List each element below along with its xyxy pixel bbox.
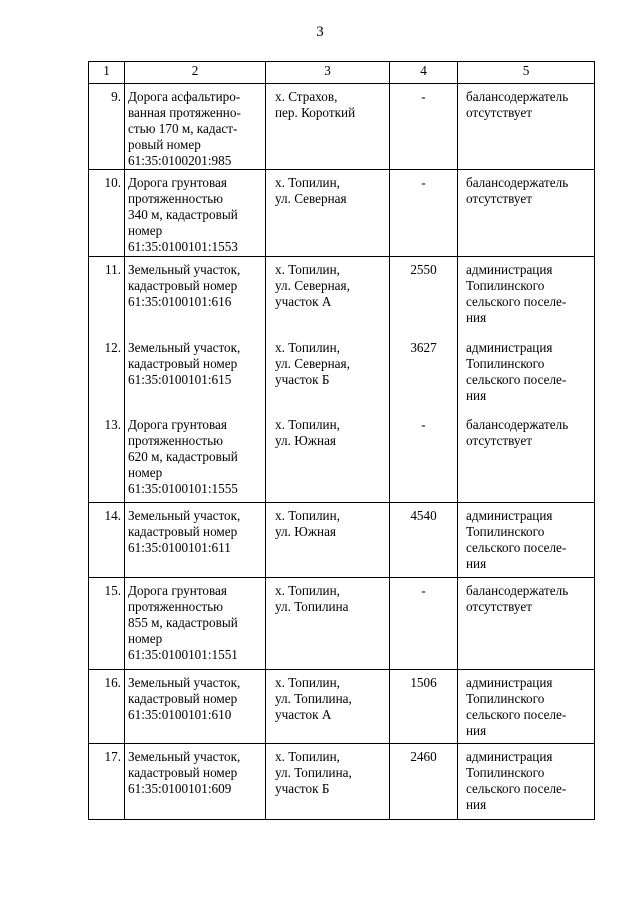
table-row [89,412,595,503]
object-holder: администрация Топилинского сельского поселе- ния [458,503,595,578]
object-area: - [390,578,458,670]
object-area: 2460 [390,744,458,820]
header-row [89,62,595,84]
header-col-2: 2 [125,62,266,84]
object-address: х. Топилин, ул. Топилина [266,578,390,670]
object-description: Земельный участок, кадастровый номер 61:35:0100101:615 [125,335,266,412]
table-row [89,84,595,170]
row-number: 14. [89,503,125,578]
object-area: 2550 [390,257,458,335]
table-row [89,257,595,335]
object-description: Земельный участок, кадастровый номер 61:35:0100101:616 [125,257,266,335]
table-row [89,170,595,257]
objects-table [88,61,595,820]
row-number: 12. [89,335,125,412]
object-address: х. Топилин, ул. Северная, участок А [266,257,390,335]
object-area: - [390,84,458,170]
object-description: Дорога грунтовая протяженностью 340 м, кадастровый номер 61:35:0100101:1553 [125,170,266,257]
object-holder: администрация Топилинского сельского поселе- ния [458,744,595,820]
row-number: 15. [89,578,125,670]
object-holder: балансодержатель отсутствует [458,170,595,257]
object-description: Дорога грунтовая протяженностью 620 м, кадастровый номер 61:35:0100101:1555 [125,412,266,503]
object-description: Дорога грунтовая протяженностью 855 м, кадастровый номер 61:35:0100101:1551 [125,578,266,670]
object-address: х. Топилин, ул. Топилина, участок Б [266,744,390,820]
table-row [89,578,595,670]
header-col-3: 3 [266,62,390,84]
object-address: х. Топилин, ул. Южная [266,412,390,503]
object-description: Земельный участок, кадастровый номер 61:35:0100101:609 [125,744,266,820]
row-number: 13. [89,412,125,503]
table-row [89,744,595,820]
row-number: 17. [89,744,125,820]
object-description: Земельный участок, кадастровый номер 61:35:0100101:611 [125,503,266,578]
object-address: х. Топилин, ул. Южная [266,503,390,578]
header-col-1: 1 [89,62,125,84]
object-holder: балансодержатель отсутствует [458,578,595,670]
object-address: х. Страхов, пер. Короткий [266,84,390,170]
object-area: - [390,412,458,503]
object-holder: администрация Топилинского сельского поселе- ния [458,670,595,744]
row-number: 16. [89,670,125,744]
header-col-4: 4 [390,62,458,84]
object-area: 3627 [390,335,458,412]
object-area: 1506 [390,670,458,744]
object-holder: балансодержатель отсутствует [458,84,595,170]
object-holder: администрация Топилинского сельского поселе- ния [458,335,595,412]
row-number: 9. [89,84,125,170]
table-body [89,84,595,820]
object-holder: балансодержатель отсутствует [458,412,595,503]
object-address: х. Топилин, ул. Северная [266,170,390,257]
object-holder: администрация Топилинского сельского поселе- ния [458,257,595,335]
object-description: Дорога асфальтиро- ванная протяженно- стью 170 м, кадаст- ровый номер 61:35:0100201:985 [125,84,266,170]
object-area: 4540 [390,503,458,578]
table-row [89,335,595,412]
object-area: - [390,170,458,257]
object-address: х. Топилин, ул. Северная, участок Б [266,335,390,412]
row-number: 10. [89,170,125,257]
object-address: х. Топилин, ул. Топилина, участок А [266,670,390,744]
row-number: 11. [89,257,125,335]
object-description: Земельный участок, кадастровый номер 61:35:0100101:610 [125,670,266,744]
page-number: 3 [316,24,324,40]
header-col-5: 5 [458,62,595,84]
table-row [89,503,595,578]
table-row [89,670,595,744]
